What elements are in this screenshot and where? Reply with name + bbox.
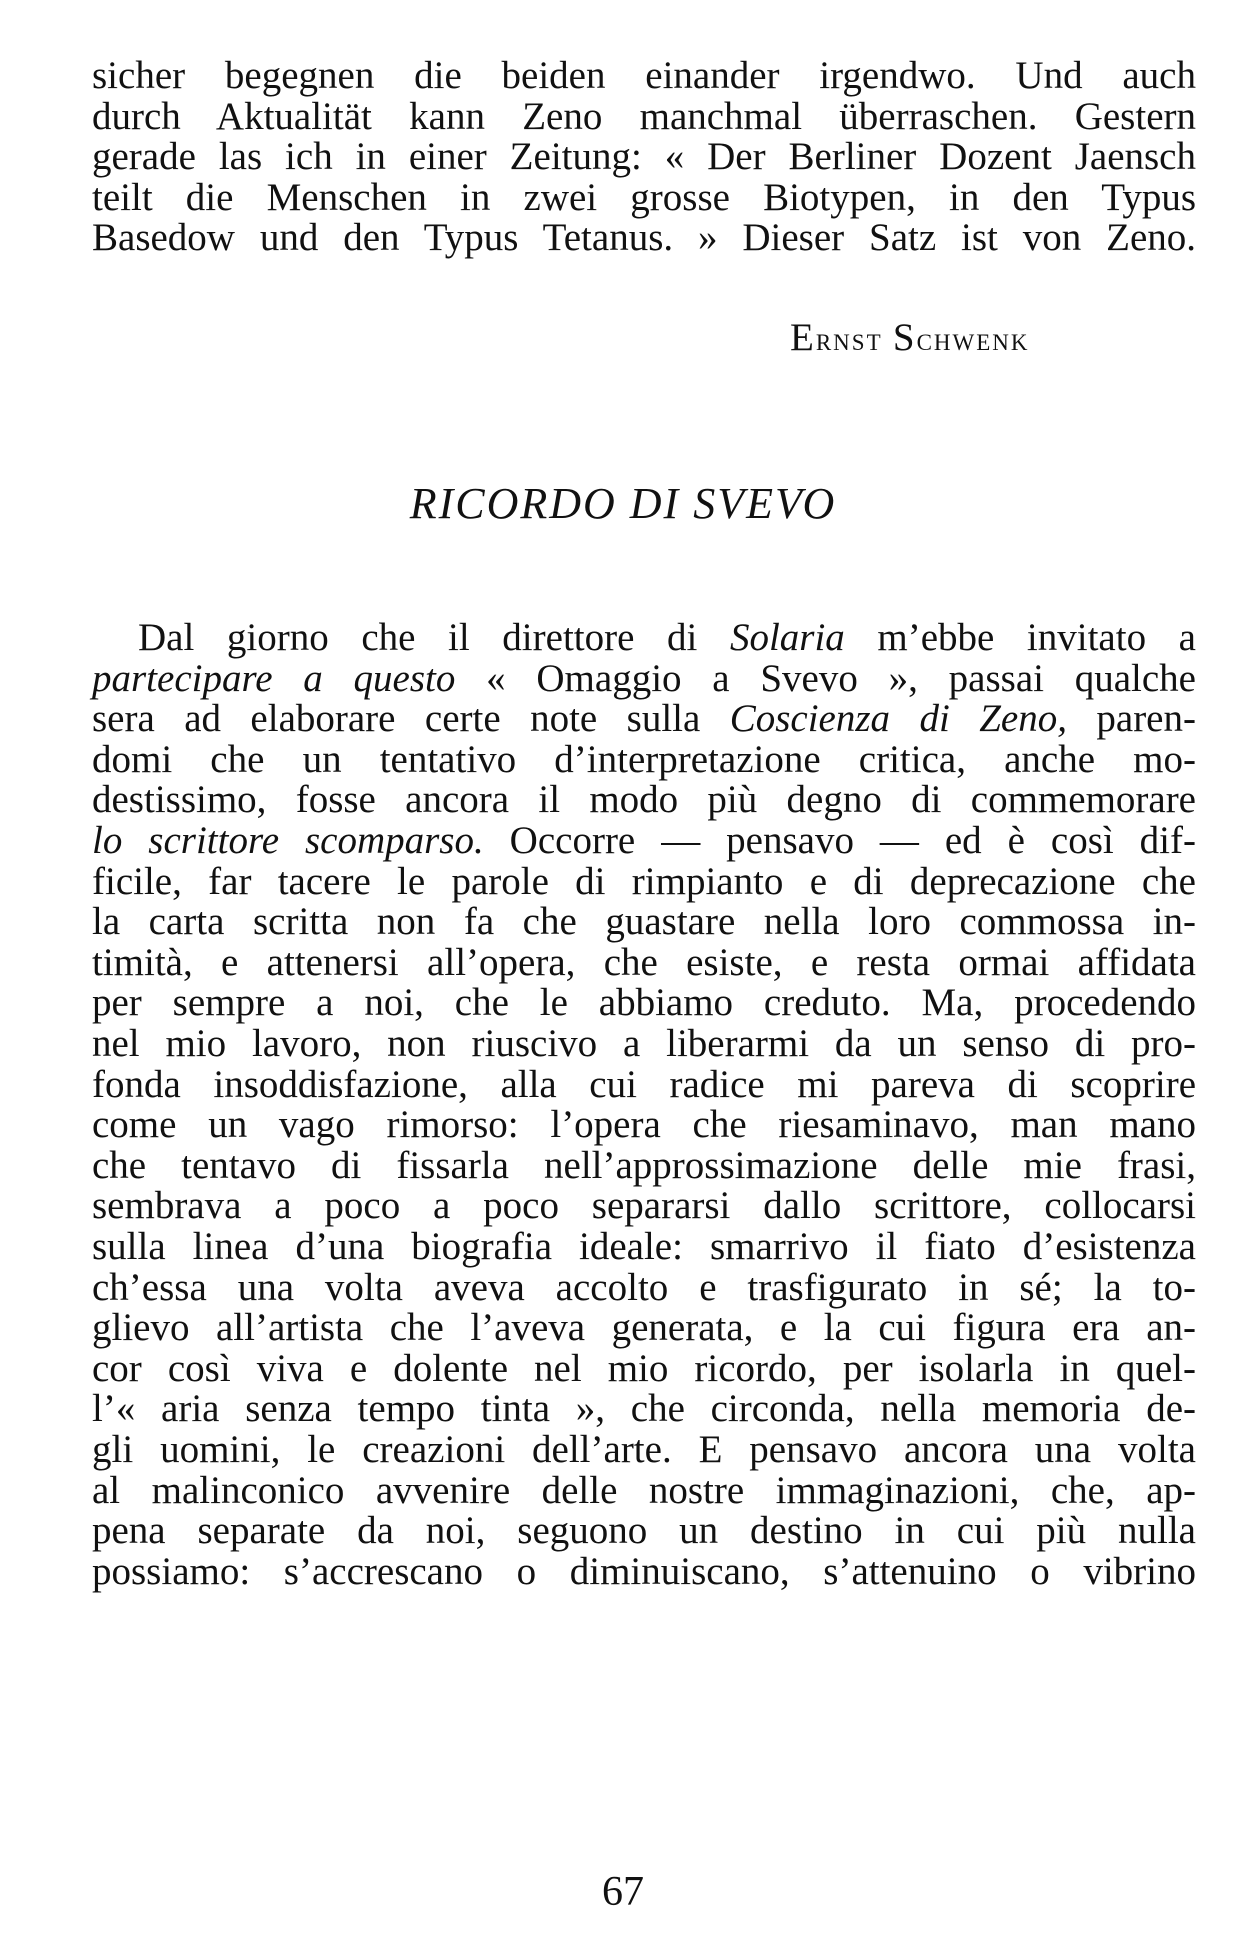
text-span: nel mio lavoro, non riuscivo a liberarmi da un senso di pro- <box>92 1022 1196 1065</box>
article-title: RICORDO DI SVEVO <box>409 479 837 528</box>
italic-span: lo scrittore scomparso. <box>92 819 484 862</box>
text-span: al malinconico avvenire delle nostre immaginazioni, che, ap- <box>92 1468 1196 1512</box>
text-span: domi che un tentativo d’interpretazione critica, anche mo- <box>92 737 1196 781</box>
text-span: m’ebbe invitato a <box>844 616 1196 659</box>
text-line <box>92 1548 1196 1596</box>
text-span: ficile, far tacere le parole di rimpianto e di deprecazione che <box>92 859 1196 903</box>
text-span: la carta scritta non fa che guastare nella loro commossa in- <box>92 900 1196 944</box>
text-span: ch’essa una volta aveva accolto e trasfigurato in sé; la to- <box>92 1265 1196 1309</box>
text-span: sembrava a poco a poco separarsi dallo scrittore, collocarsi <box>92 1184 1196 1228</box>
text-line: gerade las ich in einer Zeitung: « Der Berliner Dozent Jaensch <box>92 135 1196 178</box>
text-line: sicher begegnen die beiden einander irgendwo. Und auch <box>92 54 1196 97</box>
text-span: sulla linea d’una biografia ideale: smarrivo il fiato d’esistenza <box>92 1225 1196 1268</box>
text-span: possiamo: s’accrescano o diminuiscano, s’attenuino o vibrino <box>92 1549 1196 1593</box>
text-span: come un vago rimorso: l’opera che riesaminavo, man mano <box>92 1103 1196 1147</box>
text-span: pena separate da noi, seguono un destino in cui più nulla <box>92 1509 1196 1553</box>
text-span: sera ad elaborare certe note sulla <box>92 697 730 741</box>
text-span: « Omaggio a Svevo », passai qualche <box>455 656 1196 700</box>
text-span: Dal giorno che il direttore di <box>138 616 730 659</box>
text-span: glievo all’artista che l’aveva generata, e la cui figura era an- <box>92 1306 1196 1350</box>
page-number: 67 <box>602 1869 644 1915</box>
text-span: destissimo, fosse ancora il modo più degno di commemorare <box>92 778 1196 822</box>
text-span: Occorre — pensavo — ed è così dif- <box>483 819 1196 862</box>
text-line: durch Aktualität kann Zeno manchmal überraschen. Gestern <box>92 94 1196 138</box>
text-span: timità, e attenersi all’opera, che esiste, e resta ormai affidata <box>92 940 1196 984</box>
text-line: teilt die Menschen in zwei grosse Biotypen, in den Typus <box>92 175 1196 219</box>
italic-span: partecipare a questo <box>92 656 456 700</box>
text-span: fonda insoddisfazione, alla cui radice mi pareva di scoprire <box>92 1062 1196 1106</box>
text-span: paren- <box>1066 697 1196 741</box>
italic-span: Solaria <box>729 616 845 659</box>
author-signature: Ernst Schwenk <box>790 316 1030 359</box>
text-line: Basedow und den Typus Tetanus. » Dieser Satz ist von Zeno. <box>92 216 1196 259</box>
text-span: che tentavo di fissarla nell’approssimazione delle mie frasi, <box>92 1143 1196 1187</box>
text-span: gli uomini, le creazioni dell’arte. E pensavo ancora una volta <box>92 1428 1196 1471</box>
text-span: per sempre a noi, che le abbiamo creduto. Ma, procedendo <box>92 981 1196 1025</box>
text-span: cor così viva e dolente nel mio ricordo, per isolarla in quel- <box>92 1346 1196 1390</box>
italic-span: Coscienza di Zeno, <box>729 697 1067 741</box>
text-span: l’« aria senza tempo tinta », che circonda, nella memoria de- <box>92 1387 1196 1431</box>
